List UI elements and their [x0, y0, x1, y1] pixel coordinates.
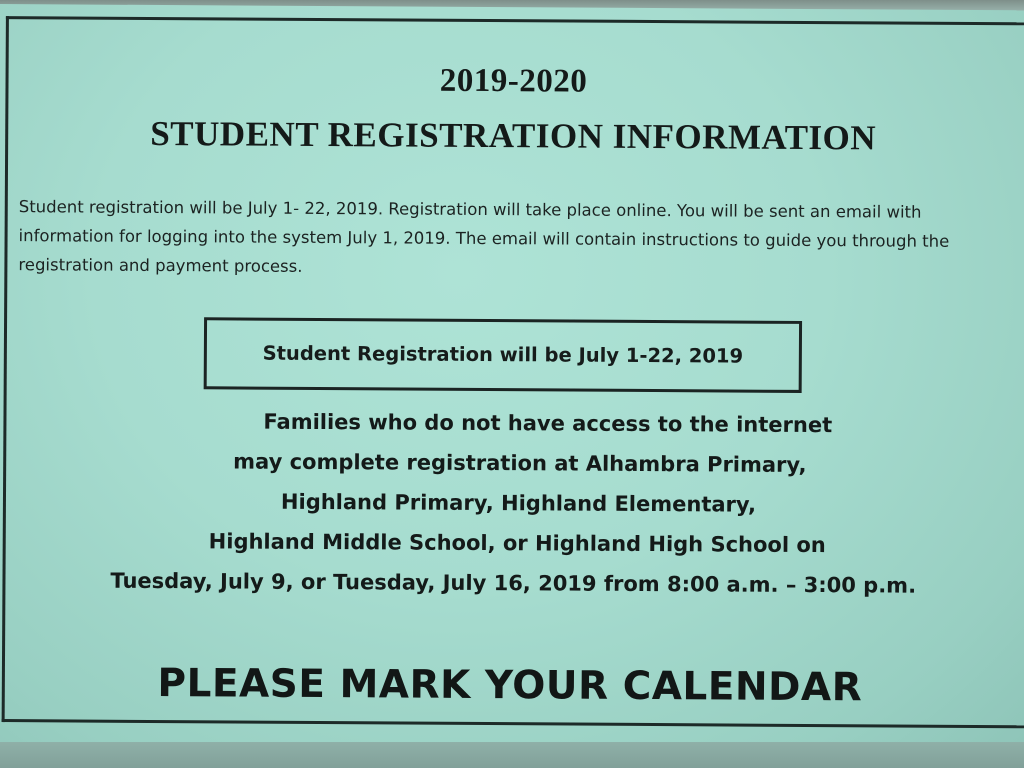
intro-line: registration and payment process.: [18, 255, 303, 276]
intro-line: information for logging into the system July 1, 2019. The email will contain instructions to guide you through the: [18, 226, 950, 251]
access-line: Highland Primary, Highland Elementary,: [280, 489, 757, 517]
access-line: Tuesday, July 9, or Tuesday, July 16, 2019 from 8:00 a.m. – 3:00 p.m.: [110, 568, 917, 598]
registration-dates-box: Student Registration will be July 1-22, 2019: [204, 317, 802, 393]
intro-line: Student registration will be July 1- 22, 2019. Registration will take place online. You will be sent an email with: [18, 197, 922, 222]
notice-title: STUDENT REGISTRATION INFORMATION: [150, 113, 877, 158]
notice-year: 2019-2020: [439, 62, 588, 100]
calendar-reminder: PLEASE MARK YOUR CALENDAR: [157, 661, 863, 711]
intro-paragraph: [18, 192, 979, 285]
access-line: may complete registration at Alhambra Primary,: [233, 449, 807, 477]
flyer-paper: [0, 4, 1024, 768]
lower-paper-edge: [0, 742, 1024, 768]
access-line: Highland Middle School, or Highland High School on: [208, 529, 826, 558]
access-line: Families who do not have access to the internet: [263, 409, 833, 438]
